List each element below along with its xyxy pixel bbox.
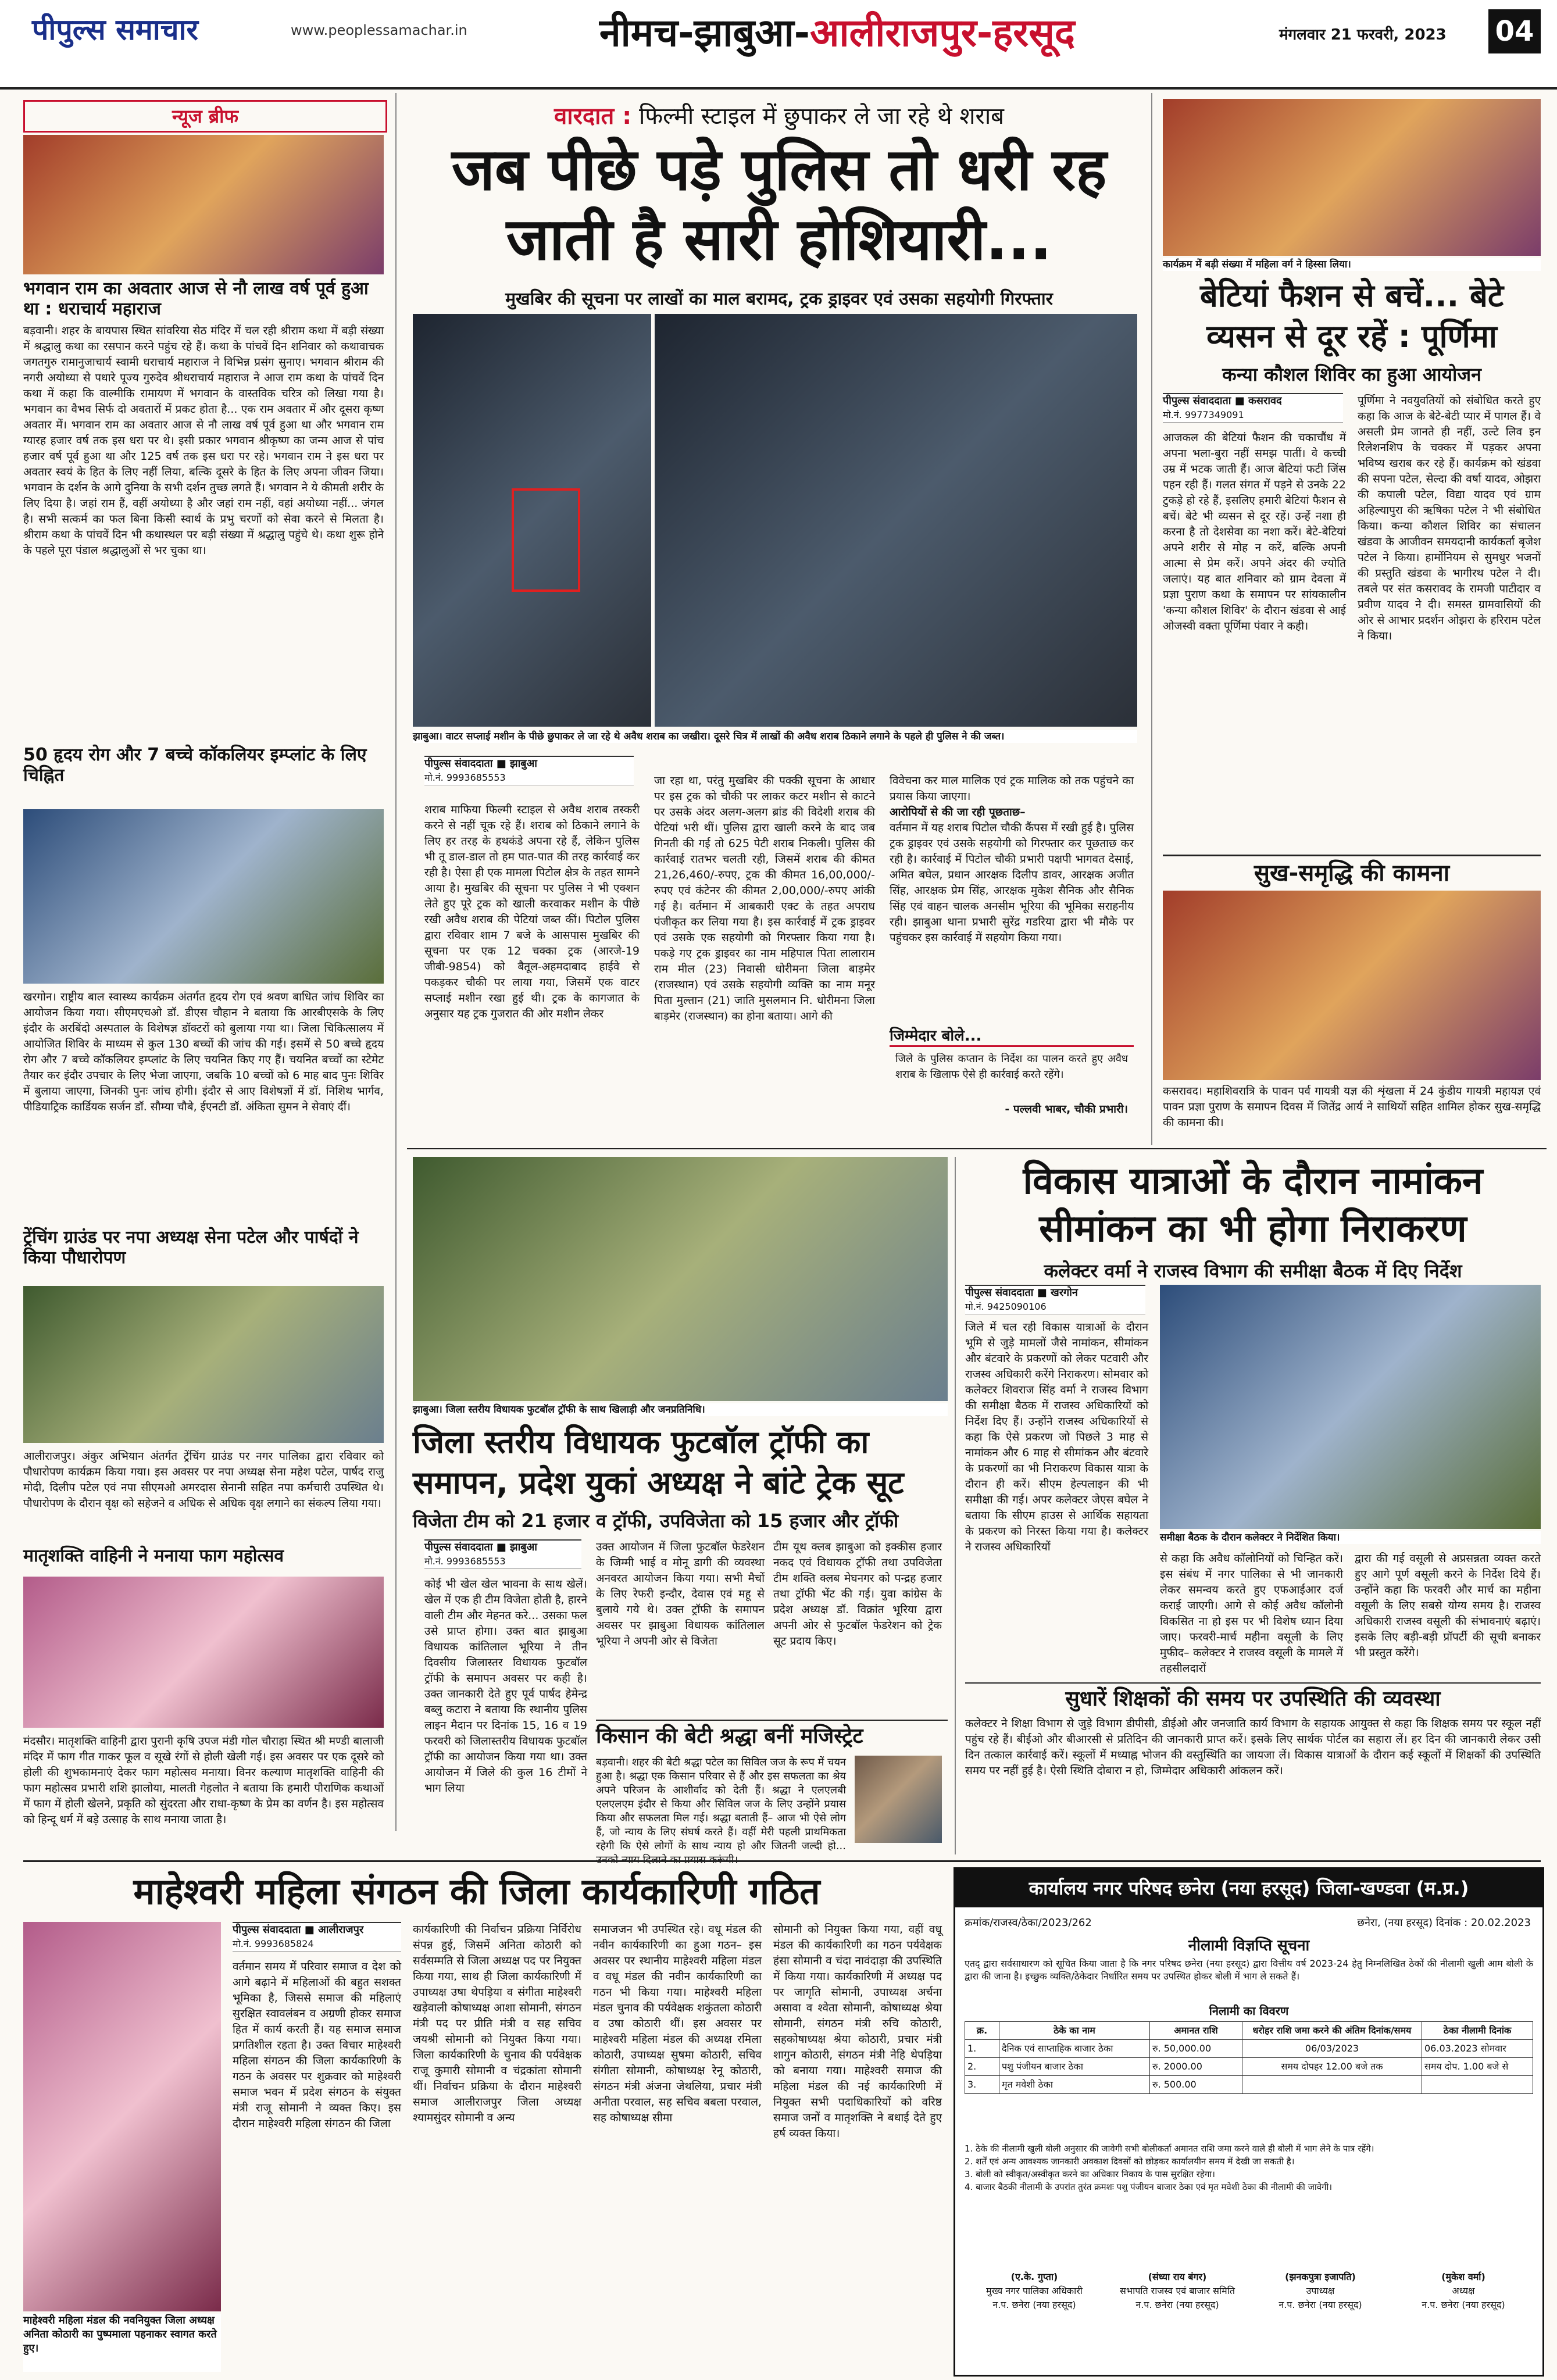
section-title-b: आलीराजपुर-हरसूद	[810, 10, 1075, 55]
table-row	[965, 2058, 1533, 2076]
lead-col1: शराब माफिया फिल्मी स्टाइल से अवैध शराब तस्करी करने से नहीं चूक रहे हैं। शराब को ठिकाने लगाने के लिए हर तरह के हथकंडे अपना रहे हैं, लेकिन पुलिस भी तू डाल-डाल तो हम पात-पात की तरह कार्रवाई कर रही है। ऐसा ही एक मामला पिटोल क्षेत्र के तहत सामने आया है। मुखबिर की सूचना पर पुलिस ने भी एक्शन लेते हुए पूरे ट्रक को खाली करवाकर मशीन के पीछे रखी अवैध शराब की पेटियां जब्त कीं। पिटोल पुलिस द्वारा रविवार शाम 7 बजे के आसपास मुखबिर की सूचना पर एक 12 चक्का ट्रक (आरजे-19 जीबी-9854) को बैतूल-अहमदाबाद हाईवे से पकड़कर चौकी पर लाया गया, जिसमें एक वाटर सप्लाई मशीन रखा हुई थी। ट्रक के कागजात के अनुसार यह ट्रक गुजरात की ओर मशीन लेकर	[424, 803, 640, 1020]
football-col1: कोई भी खेल खेल भावना के साथ खेलें। खेल में एक ही टीम विजेता होती है, हारने वाली टीम और मेहनत करे... उसका फल उसे प्राप्त होगा। उक्त बात झाबुआ विधायक कांतिलाल भूरिया ने तीन दिवसीय जिलास्तर विधायक फुटबॉल ट्रॉफी के समापन अवसर पर कही है। उक्त जानकारी देते हुए पूर्व पार्षद हेमेन्द्र बब्लु कटारा ने बताया कि स्थानीय पुलिस लाइन मैदान पर दिनांक 15, 16 व 19 फरवरी को जिलास्तरीय विधायक फुटबॉल ट्रॉफी का आयोजन किया गया था। उक्त आयोजन में जिले की कुल 16 टीमों ने भाग लिया	[424, 1578, 587, 1795]
cell: रु. 50,000.00	[1150, 2040, 1242, 2058]
cell: दैनिक एवं साप्ताहिक बाजार ठेका	[999, 2040, 1150, 2058]
brief4-headline: मातृशक्ति वाहिनी ने मनाया फाग महोत्सव	[23, 1546, 284, 1566]
vikas-byline-name: पीपुल्स संवाददाता	[965, 1287, 1034, 1299]
vikas-headline-2: सीमांकन का भी होगा निराकरण	[1039, 1207, 1467, 1250]
football-byline-name: पीपुल्स संवाददाता	[424, 1541, 493, 1553]
cell: 06/03/2023	[1242, 2040, 1422, 2058]
paper-logo	[32, 10, 265, 51]
auction-notice	[954, 1867, 1544, 2377]
signatory-name: (झनकपुत्रा इजापति)	[1285, 2271, 1356, 2282]
cell: रु. 500.00	[1150, 2076, 1242, 2094]
page-number: 04	[1488, 9, 1541, 53]
vikas-col1: जिले में चल रही विकास यात्राओं के दौरान भूमि से जुड़े मामलों जैसे नामांकन, सीमांकन और बंटवारे के प्रकरणों को लेकर पटवारी और राजस्व अधिकारी करेंगे निराकरण। सोमवार को कलेक्टर शिवराज सिंह वर्मा ने राजस्व विभाग की समीक्षा बैठक में राजस्व अधिकारियों को निर्देश दिए हैं। उन्होंने राजस्व अधिकारियों से कहा कि ऐसे प्रकरण जो पिछले 3 माह से नामांकन और 6 माह से सीमांकन और बंटवारे के प्रकरणों का भी निराकरण विकास यात्रा के दौरान ही करें। सीएम हेल्पलाइन की भी समीक्षा की गई। अपर कलेक्टर जेएस बघेल ने बताया कि सीएम हाउस से आर्थिक सहायता के प्रकरण को निरस्त किया गया है। कलेक्टर ने राजस्व अधिकारियों	[965, 1321, 1148, 1553]
betiyan-byline-place: कसरावद	[1248, 395, 1282, 407]
maheshwari-col1: वर्तमान समय में परिवार समाज व देश को आगे बढ़ाने में महिलाओं की बहुत सशक्त भूमिका है, जिससे समाज की महिलाएं सुरक्षित स्वावलंबन व अग्रणी होकर समाज हित में कार्य करती हैं। यह समाज समाज प्रगतिशील रहता है। उक्त विचार माहेश्वरी महिला संगठन की जिला कार्यकारिणी के गठन के अवसर पर शुक्रवार को माहेश्वरी समाज भवन में प्रदेश संगठन के संयुक्त मंत्री राजू सोमानी ने व्यक्त किए। इस दौरान माहेश्वरी महिला संगठन की जिला	[233, 1960, 401, 2130]
news-brief-title: न्यूज ब्रीफ	[172, 105, 239, 127]
brief3-body: आलीराजपुर। अंकुर अभियान अंतर्गत ट्रेंचिंग ग्राउंड पर नगर पालिका द्वारा रविवार को पौधारोपण कार्यक्रम किया गया। इस अवसर पर नपा अध्यक्ष सेना महेश पटेल, पार्षद राजु मोदी, दिलीप पटेल एवं नपा सीएमओ अमरदास सेनानी सहित नपा कर्मचारी उपस्थित थे। पौधारोपण के दौरान वृक्ष को सहेजने व अधिक से अधिक वृक्ष लगाने का संकल्प लिया गया।	[23, 1450, 384, 1510]
news-brief-label	[23, 100, 387, 133]
vikas-subheadline: कलेक्टर वर्मा ने राजस्व विभाग की समीक्षा बैठक में दिए निर्देश	[1044, 1260, 1462, 1282]
signatory-name: (संध्या राय बंगर)	[1148, 2271, 1207, 2282]
cell: 3.	[965, 2076, 999, 2094]
signatory-org: न.प. छनेरा (नया हरसूद)	[1422, 2299, 1505, 2310]
table-row	[965, 2040, 1533, 2058]
brief1-body: बड़वानी। शहर के बायपास स्थित सांवरिया सेठ मंदिर में चल रही श्रीराम कथा में बड़ी संख्या में श्रद्धालु कथा का रसपान करने पहुंच रहे हैं। कथा के पांचवें दिन शनिवार को कथावाचक जगतगुरु रामानुजाचार्य स्वामी धराचार्य महाराज ने विभिन्न प्रसंग सुनाए। भगवान श्रीराम की नगरी अयोध्या से पधारे पूज्य गुरुदेव श्रीधराचार्य महाराज ने आज राम कथा के पांचवें दिन कथा में कहा कि वाल्मीकि रामायण में भगवान के वास्तविक चरित्र को लिखा गया है। भगवान का वैभव सिर्फ दो अवतारों में प्रकट होता है... एक राम अवतार में और दूसरा कृष्ण अवतार में। भगवान राम का अवतार आज से नौ लाख वर्ष पूर्व हुआ था और भगवान राम ग्यारह हजार वर्ष तक इस धरा पर थे। इसी प्रकार भगवान श्रीकृष्ण का जन्म आज से पांच हजार वर्ष पूर्व हुआ था और 125 वर्ष तक इस धरा पर रहे। भगवान राम ने इस धरा पर अवतार स्वयं के हित के लिए नहीं लिया, बल्कि दूसरे के हित के लिए अपना जीवन जिया। भगवान के दर्शन के आगे दुनिया के सभी दर्शन तुच्छ लगते हैं। भगवान ने ये कीमती शरीर के लिए दिया है। जहां राम हैं, वहीं अयोध्या है और जहां राम नहीं, वहां अयोध्या नहीं... जंगल है। सभी सत्कर्म का फल बिना किसी स्वार्थ के प्रभु चरणों को सेवा करने से मिलता है। श्रीराम कथा के पांचवें दिन भी कथास्थल पर बड़ी संख्या में श्रद्धालु पहुंचे थे। कथा शुरू होने के पहले पूरा पंडाल श्रद्धालुओं से भर चुका था।	[23, 324, 384, 557]
betiyan-byline-mobile: मो.नं. 9977349091	[1163, 409, 1244, 420]
maheshwari-col3: समाजजन भी उपस्थित रहे। वधू मंडल की नवीन कार्यकारिणी का हुआ गठन– इस अवसर पर स्थानीय माहेश्वरी महिला मंडल व वधू मंडल की नवीन कार्यकारिणी का गठन भी किया गया। माहेश्वरी महिला मंडल चुनाव की पर्यवेक्षक शकुंतला कोठारी व उषा कोठारी थीं। इस अवसर पर माहेश्वरी महिला मंडल की अध्यक्ष रमिला कोठारी, उपाध्यक्ष सुषमा कोठारी, सचिव संगीता सोमानी, कोषाध्यक्ष रेनू कोठारी, संगठन मंत्री अंजना जेथलिया, प्रचार मंत्री अनीता परवाल, सह सचिव बबला परवाल, सह कोषाध्यक्ष सीमा	[593, 1923, 762, 2124]
paper-name: पीपुल्स समाचार	[32, 13, 198, 47]
highlight-box	[512, 488, 580, 592]
football-photo-caption: झाबुआ। जिला स्तरीय विधायक फुटबॉल ट्रॉफी के साथ खिलाड़ी और जनप्रतिनिधि।	[413, 1403, 948, 1416]
website[interactable]: www.peoplessamachar.in	[291, 22, 467, 38]
vikas-byline: पीपुल्स संवाददाता ■ खरगोन मो.नं. 9425090106	[965, 1285, 1145, 1314]
condition-item: 2. शर्तें एवं अन्य आवश्यक जानकारी अवकाश दिवसों को छोड़कर कार्यालयीन समय में देखी जा सकती है।	[965, 2156, 1295, 2167]
signature-block	[1108, 2270, 1247, 2363]
football-headline-2: समापन, प्रदेश युकां अध्यक्ष ने बांटे ट्रेक सूट	[413, 1464, 904, 1501]
brief3-headline: ट्रेंचिंग ग्राउंड पर नपा अध्यक्ष सेना पटेल और पार्षदों ने किया पौधारोपण	[23, 1227, 359, 1268]
notice-office: कार्यालय नगर परिषद छनेरा (नया हरसूद) जिला-खण्डवा (म.प्र.)	[955, 1869, 1542, 1907]
cell: मृत मवेशी ठेका	[999, 2076, 1150, 2094]
signatory-role: अध्यक्ष	[1452, 2285, 1475, 2296]
lead-col3: विवेचना कर माल मालिक एवं ट्रक मालिक को तक पहुंचने का प्रयास किया जाएगा।	[890, 774, 1134, 803]
notice-ref: क्रमांक/राजस्व/ठेका/2023/262	[965, 1917, 1092, 1929]
lead-subheadline: मुखबिर की सूचना पर लाखों का माल बरामद, ट्रक ड्राइवर एवं उसका सहयोगी गिरफ्तार	[505, 289, 1053, 309]
brief4-body: मंदसौर। मातृशक्ति वाहिनी द्वारा पुरानी कृषि उपज मंडी गोल चौराहा स्थित श्री मण्डी बालाजी मंदिर में फाग गीत गाकर फूल व सूखे रंगों से होली खेली गई। इस अवसर पर एक दूसरे को होली की शुभकामनाएं देकर फाग महोत्सव मनाया। विनर कल्याण मातृशक्ति वाहिनी की फाग महोत्सव प्रभारी शशि झालोया, मालती गेहलोत ने बताया कि हमारी पौराणिक कथाओं में फाग में होली खेलने, प्रकृति को सुंदरता और राधा-कृष्ण के प्रेम का वर्णन है। इस महोत्सव को हिन्दू धर्म में बड़े उत्साह के साथ मनाया जाता है।	[23, 1735, 384, 1826]
cell: रु. 2000.00	[1150, 2058, 1242, 2076]
maheshwari-photo	[23, 1922, 221, 2311]
brief4-photo	[23, 1577, 384, 1728]
shraddha-photo	[855, 1756, 942, 1843]
section-title	[512, 8, 1163, 58]
betiyan-byline: पीपुल्स संवाददाता ■ कसरावद मो.नं. 9977349091	[1163, 393, 1343, 423]
notice-table	[965, 2021, 1533, 2094]
brief2-photo	[23, 809, 384, 984]
signatory-org: न.प. छनेरा (नया हरसूद)	[1279, 2299, 1362, 2310]
betiyan-photo	[1163, 99, 1541, 256]
cell: 1.	[965, 2040, 999, 2058]
lead-byline-place: झाबुआ	[509, 757, 537, 770]
signatory-org: न.प. छनेरा (नया हरसूद)	[1135, 2299, 1219, 2310]
lead-col3-sub: आरोपियों से की जा रही पूछताछ–	[890, 806, 1026, 819]
section-title-a: नीमच-झाबुआ-	[599, 10, 810, 55]
condition-item: 4. बाजार बैठकी नीलामी के उपरांत तुरंत क्रमशः पशु पंजीयन बाजार ठेका एवं मृत मवेशी ठेका की नीलामी की जावेगी।	[965, 2182, 1333, 2192]
football-col2: उक्त आयोजन में जिला फुटबॉल फेडरेशन के जिम्मी भाई व मोनू डागी की व्यवस्था अनवरत आयोजन किया गया। सभी मैचों के लिए रेफरी इन्दौर, देवास एवं महू से बुलाये गये थे। उक्त ट्रॉफी के समापन अवसर पर झाबुआ विधायक कांतिलाल भूरिया ने अपनी ओर से विजेता	[596, 1541, 765, 1648]
cell: 06.03.2023 सोमवार	[1422, 2040, 1533, 2058]
signatory-role: उपाध्यक्ष	[1306, 2285, 1335, 2296]
cell: समय दोप. 1.00 बजे से	[1422, 2058, 1533, 2076]
notice-table-title: निलामी का विवरण	[1209, 2004, 1289, 2018]
maheshwari-headline: माहेश्वरी महिला संगठन की जिला कार्यकारिणी गठित	[133, 1870, 820, 1913]
lead-headline-1: जब पीछे पड़े पुलिस तो धरी रह	[451, 135, 1107, 203]
lead-col2: जा रहा था, परंतु मुखबिर की पक्की सूचना के आधार पर इस ट्रक को चौकी पर लाकर कटर मशीन से काटने पर उसके अंदर अलग-अलग ब्रांड की विदेशी शराब की पेटियां भरी थीं। पुलिस द्वारा खाली करने के बाद जब गिनती की गई तो 625 पेटी शराब निकली। पुलिस की कार्रवाई रातभर चलती रही, जिसमें शराब की कीमत 21,26,460/-रुपए, ट्रक की कीमत 16,00,000/-रुपए एवं कंटेनर की कीमत 2,00,000/-रुपए आंकी गई है। वर्तमान में आबकारी एक्ट के तहत अपराध पंजीकृत कर लिया गया है। इस कार्रवाई में ट्रक ड्राइवर एवं उसके एक सहयोगी को गिरफ्तार किया गया है। पकड़े गए ट्रक ड्राइवर का नाम महिपाल पिता लालाराम राम मील (23) निवासी धोरीमना जिला बाड़मेर (राजस्थान) एवं उसके सहयोगी व्यक्ति का नाम मनूर पिता मुल्तान (21) जाति मुसलमान नि. धोरीमना जिला बाड़मेर (राजस्थान) का होना बताया। आगे की	[654, 774, 875, 1023]
vikas-byline-mobile: मो.नं. 9425090106	[965, 1301, 1047, 1312]
signatory-name: (ए.के. गुप्ता)	[1010, 2271, 1058, 2282]
betiyan-col2: पूर्णिमा ने नवयुवतियों को संबोधित करते हुए कहा कि आज के बेटे-बेटी प्यार में पागल हैं। वे असली प्रेम जानते ही नहीं, उल्टे लिव इन रिलेशनशिप के चक्कर में पड़कर अपना भविष्य खराब कर रहे हैं। कार्यक्रम को खंडवा की सपना पटेल, सेल्दा की वर्षा यादव, ओझरा की कपाली पटेल, विद्या यादव एवं ग्राम अहिल्यापुरा की ऋषिका पटेल ने भी संबोधित किया। कन्या कौशल शिविर का संचालन खंडवा के आजीवन समयदानी कार्यकर्ता बृजेश पटेल ने किया। हार्मोनियम से सुमधुर भजनों की प्रस्तुति खंडवा के भागीरथ पटेल ने दी। तबले पर संत कसरावद के रामजी पाटीदार व प्रवीण यादव ने दी। समस्त ग्रामवासियों की ओर से आभार प्रदर्शन ओझरा के हरिराम पटेल ने किया।	[1358, 394, 1541, 642]
issue-date: मंगलवार 21 फरवरी, 2023	[1279, 26, 1447, 44]
brief1-headline: भगवान राम का अवतार आज से नौ लाख वर्ष पूर्व हुआ था : धराचार्य महाराज	[23, 278, 369, 319]
quote-author: - पल्लवी भाबर, चौकी प्रभारी।	[1005, 1103, 1128, 1116]
lead-photo-caption: झाबुआ। वाटर सप्लाई मशीन के पीछे छुपाकर ले जा रहे थे अवैध शराब का जखीरा। दूसरे चित्र में लाखों की अवैध शराब ठिकाने लगाने के पहले ही पुलिस ने की जब्त।	[413, 730, 1137, 743]
brief1-photo	[23, 135, 384, 274]
col-header: अमानत राशि	[1150, 2022, 1242, 2040]
lead-photo-police	[655, 314, 1137, 727]
cell: 2.	[965, 2058, 999, 2076]
football-byline-place: झाबुआ	[509, 1541, 537, 1553]
football-headline-1: जिला स्तरीय विधायक फुटबॉल ट्रॉफी का	[413, 1424, 869, 1460]
cell	[1422, 2076, 1533, 2094]
football-subheadline: विजेता टीम को 21 हजार व ट्रॉफी, उपविजेता को 15 हजार और ट्रॉफी	[413, 1510, 899, 1532]
lead-byline: पीपुल्स संवाददाता ■ झाबुआ मो.नं. 9993685553	[424, 756, 634, 785]
maheshwari-byline: पीपुल्स संवाददाता ■ आलीराजपुर मो.नं. 9993685824	[233, 1922, 401, 1952]
signatory-name: (मुकेश वर्मा)	[1441, 2271, 1485, 2282]
lead-byline-name: पीपुल्स संवाददाता	[424, 757, 493, 770]
maheshwari-byline-place: आलीराजपुर	[317, 1924, 364, 1936]
lead-kicker-text: फिल्मी स्टाइल में छुपाकर ले जा रहे थे शराब	[638, 103, 1005, 130]
lead-photo-machine	[413, 314, 651, 727]
vikas-photo	[1160, 1285, 1541, 1529]
maheshwari-col4: सोमानी को नियुक्त किया गया, वहीं वधू मंडल की कार्यकारिणी का गठन पर्यवेक्षक हंसा सोमानी व चंदा नावंदाड़ा की उपस्थिति में किया गया। कार्यकारिणी में अध्यक्ष पद पर जागृति सोमानी, उपाध्यक्ष अर्चना असावा व श्वेता सोमानी, कोषाध्यक्ष श्रेया सोमानी, संगठन मंत्री रुचि कोठारी, सहकोषाध्यक्ष श्रेया कोठारी, प्रचार मंत्री शागुन कोठारी, संगठन मंत्री नेहि थेपड़िया को बनाया गया। माहेश्वरी समाज की महिला मंडल की नई कार्यकारिणी में नियुक्त सभी पदाधिकारियों को वरिष्ठ समाज जनों व मातृशक्ति ने बधाई देते हुए हर्ष व्यक्त किया।	[773, 1923, 942, 2140]
condition-item: 1. ठेके की नीलामी खुली बोली अनुसार की जावेगी सभी बोलीकर्ता अमानत राशि जमा करने वाले ही बोली में भाग लेने के पात्र रहेंगे।	[965, 2143, 1374, 2154]
col-header: धरोहर राशि जमा करने की अंतिम दिनांक/समय	[1242, 2022, 1422, 2040]
signature-block	[1251, 2270, 1390, 2363]
quote-label: जिम्मेदार बोले...	[890, 1024, 1134, 1047]
brief2-headline: 50 हृदय रोग और 7 बच्चे कॉकलियर इम्प्लांट के लिए चिह्नित	[23, 745, 367, 785]
football-col3: टीम यूथ क्लब झाबुआ को इक्कीस हजार नकद एवं विधायक ट्रॉफी तथा उपविजेता टीम शक्ति क्लब मेघनगर को पन्द्रह हजार तथा ट्रॉफी भेंट की गई। युवा कांग्रेस के प्रदेश अध्यक्ष डॉ. विक्रांत भूरिया द्वारा अपनी ओर से फुटबॉल फेडरेशन को ट्रेक सूट प्रदाय किए।	[773, 1541, 942, 1648]
notice-conditions	[965, 2142, 1533, 2193]
vikas-headline-1: विकास यात्राओं के दौरान नामांकन	[1023, 1160, 1483, 1203]
lead-headline-2: जाती है सारी होशियारी...	[506, 205, 1052, 273]
masthead	[0, 0, 1557, 90]
lead-kicker-row	[424, 100, 1134, 133]
vikas-col3: द्वारा की गई वसूली से अप्रसन्नता व्यक्त करते हुए आगे पूर्ण वसूली करने के निर्देश दिये हैं। उन्होंने कहा कि फरवरी और मार्च का महीना वसूली के लिए सबसे योग्य समय है। राजस्व अधिकारी राजस्व वसूली की संभावनाएं बढ़ाएं। इसके लिए बड़ी-बड़ी प्रॉपर्टी की सूची बनाकर भी प्रस्तुत करेंगे।	[1355, 1552, 1541, 1659]
notice-intro: एतद् द्वारा सर्वसाधारण को सूचित किया जाता है कि नगर परिषद छनेरा (नया हरसूद) द्वारा वित्तीय वर्ष 2023-24 हेतु निम्नलिखित ठेकों की नीलामी खुली आम बोली के द्वारा की जाना है। इच्छुक व्यक्ति/ठेकेदार निर्धारित समय पर उपस्थित होकर बोली में भाग ले सकते हैं।	[965, 1958, 1533, 1982]
lead-kicker: वारदात :	[553, 103, 632, 130]
vikas-byline-place: खरगोन	[1050, 1287, 1078, 1299]
brief3-photo	[23, 1286, 384, 1443]
col-header: ठेका नीलामी दिनांक	[1422, 2022, 1533, 2040]
lead-byline-mobile: मो.नं. 9993685553	[424, 772, 506, 783]
maheshwari-byline-mobile: मो.नं. 9993685824	[233, 1938, 314, 1949]
lead-col3-wrap	[890, 773, 1134, 1017]
signature-block	[1394, 2270, 1533, 2363]
shraddha-body: बड़वानी। शहर की बेटी श्रद्धा पटेल का सिविल जज के रूप में चयन हुआ है। श्रद्धा एक किसान परिवार से हैं और इस सफलता का श्रेय अपने परिजन के आशीर्वाद को देती हैं। श्रद्धा ने एलएलबी एलएलएम इंदौर से किया और सिविल जज के लिए उन्होंने प्रयास किया और सफलता मिल गई। श्रद्धा बताती हैं– आज भी ऐसे लोग हैं, जो न्याय के लिए संघर्ष करते हैं। वहीं मेरी पहली प्राथमिकता रहेगी कि ऐसे लोगों के साथ न्याय हो और जितनी जल्दी हो...	[596, 1756, 846, 1852]
notice-title: नीलामी विज्ञप्ति सूचना	[1188, 1937, 1310, 1954]
signatory-org: न.प. छनेरा (नया हरसूद)	[992, 2299, 1076, 2310]
maheshwari-photo-caption: माहेश्वरी महिला मंडल की नवनियुक्त जिला अध्यक्ष अनिता कोठारी का पुष्पमाला पहनाकर स्वागत करते हुए।	[23, 2314, 221, 2372]
cell: पशु पंजीयन बाजार ठेका	[999, 2058, 1150, 2076]
betiyan-subheadline: कन्या कौशल शिविर का हुआ आयोजन	[1222, 363, 1481, 385]
brief2-body: खरगोन। राष्ट्रीय बाल स्वास्थ्य कार्यक्रम अंतर्गत हृदय रोग एवं श्रवण बाधित जांच शिविर का आयोजन किया गया। सीएमएचओ डॉ. डीएस चौहान ने बताया कि आरबीएसके के लिए इंदौर के अरबिंदो अस्पताल के विशेषज्ञ डॉक्टरों को बुलाया गया था। जिला चिकित्सालय में आयोजित शिविर के माध्यम से कुल 130 बच्चों की जांच की गई। इसमें से 50 बच्चे हृदय रोग और 7 बच्चे कॉकलियर इम्प्लांट के लिए चयनित किए गए हैं। चयनित बच्चों का स्टेमेट तैयार कर इंदौर उपचार के लिए भेजा जाएगा, जबकि 10 बच्चों को 6 माह बाद पुनः शिविर में बुलाया जाएगा, जिनकी पुनः जांच होगी। इंदौर से आए विशेषज्ञों में डॉ. निशिथ भार्गव, पीडियाट्रिक कार्डियक सर्जन डॉ. सौम्या चौबे, ईएनटी डॉ. अंकिता सुमन ने सेवाएं दीं।	[23, 991, 384, 1113]
football-photo	[413, 1157, 948, 1401]
quote-text: जिले के पुलिस कप्तान के निर्देश का पालन करते हुए अवैध शराब के खिलाफ ऐसे ही कार्रवाई करते रहेंगे।	[895, 1053, 1128, 1081]
lead-col3b: वर्तमान में यह शराब पिटोल चौकी कैंपस में रखी हुई है। पुलिस ट्रक ड्राइवर एवं उसके सहयोगी को गिरफ्तार कर पूछताछ कर रही है। कार्रवाई में पिटोल चौकी प्रभारी पक्षपी भागवत देसाई, अमित बघेल, प्रधान आरक्षक दिलीप डावर, आरक्षक अजीत सिंह, आरक्षक प्रेम सिंह, आरक्षक मुकेश सैनिक और सैनिक सिंह एवं वाहन चालक अनसीम भूरिया की भूमिका सराहनीय रही। झाबुआ थाना प्रभारी सुरेंद्र गडरिया द्वारा भी मौके पर पहुंचकर इस कार्रवाई में सहयोग किया गया।	[890, 821, 1134, 944]
notice-signatures	[965, 2270, 1533, 2363]
shikshak-headline: सुधारें शिक्षकों की समय पर उपस्थिति की व्यवस्था	[965, 1682, 1541, 1711]
betiyan-col1: आजकल की बेटियां फैशन की चकाचौंध में अपना भला-बुरा नहीं समझ पातीं। वे कच्ची उम्र में भटक जाती हैं। आज बेटियां फटी जिंस पहन रही हैं। गलत संगत में पड़ने से उनके 22 टुकड़े हो रहे हैं, इसलिए हमारी बेटियां फैशन से बचें। बेटे भी व्यसन से दूर रहें। उन्हें नशा ही करना है तो देशसेवा का नशा करें। बेटे-बेटियां अपने शरीर से मोह न करें, बल्कि अपनी आत्मा से प्रेम करें। अपने अंदर की ज्योति जलाएं। यह बात शनिवार को ग्राम देवला में प्रज्ञा पुराण कथा के समापन पर सांयकालीन 'कन्या कौशल शिविर' के दौरान खंडवा से आई ओजस्वी वक्ता पूर्णिमा पंवार ने कही।	[1163, 431, 1346, 632]
shraddha-headline: किसान की बेटी श्रद्धा बनीं मजिस्ट्रेट	[596, 1724, 863, 1748]
shikshak-body: कलेक्टर ने शिक्षा विभाग से जुड़े विभाग डीपीसी, डीईओ और जनजाति कार्य विभाग के सहायक आयुक्त से कहा कि शिक्षक समय पर स्कूल नहीं पहुंच रहे हैं। बीईओ और बीआरसी से प्रतिदिन की जानकारी प्राप्त करें। इसके लिए सार्थक पोर्टल का सहारा लें। हर दिन की जानकारी लेकर उसी दिन तत्काल कार्रवाई करें। स्कूलों में मध्याह्न भोजन की वस्तुस्थिति का जायजा लें। विकास यात्राओं के दौरान कई स्कूलों में शिक्षकों की उपस्थिति समय पर नहीं हुई है। ऐसी स्थिति दोबारा न हो, जिम्मेदार अधिकारी आंकलन करें।	[965, 1717, 1541, 1777]
table-row	[965, 2076, 1533, 2094]
notice-table-header	[965, 2022, 1533, 2040]
vikas-photo-caption: समीक्षा बैठक के दौरान कलेक्टर ने निर्देशित किया।	[1160, 1531, 1541, 1544]
sukh-caption: कसरावद। महाशिवरात्रि के पावन पर्व गायत्री यज्ञ की शृंखला में 24 कुंडीय गायत्री महायज्ञ एवं पावन प्रज्ञा पुराण के समापन दिवस में जितेंद्र आर्य ने साथियों सहित शामिल होकर सुख-समृद्धि की कामना की।	[1163, 1085, 1541, 1129]
vikas-col2: से कहा कि अवैध कॉलोनियों को चिन्हित करें। इस संबंध में नगर पालिका से भी जानकारी लेकर समन्वय करते हुए एफआईआर दर्ज कराई जाएगी। आगे से कोई अवैध कॉलोनी विकसित ना हो इस पर भी विशेष ध्यान दिया जाए। फरवरी-मार्च महीना वसूली के लिए मुफीद– कलेक्टर ने राजस्व वसूली के मामले में तहसीलदारों	[1160, 1552, 1343, 1675]
betiyan-headline-2: व्यसन से दूर रहें : पूर्णिमा	[1206, 318, 1497, 355]
notice-date: छनेरा, (नया हरसूद) दिनांक : 20.02.2023	[1357, 1917, 1531, 1929]
football-byline-mobile: मो.नं. 9993685553	[424, 1556, 506, 1567]
maheshwari-byline-name: पीपुल्स संवाददाता	[233, 1924, 301, 1936]
sukh-headline: सुख-समृद्धि की कामना	[1163, 855, 1541, 887]
football-byline: पीपुल्स संवाददाता ■ झाबुआ मो.नं. 9993685553	[424, 1539, 581, 1569]
betiyan-headline-1: बेटियां फैशन से बचें... बेटे	[1199, 277, 1504, 314]
cell: समय दोपहर 12.00 बजे तक	[1242, 2058, 1422, 2076]
cell	[1242, 2076, 1422, 2094]
betiyan-byline-name: पीपुल्स संवाददाता	[1163, 395, 1231, 407]
col-header: ठेके का नाम	[999, 2022, 1150, 2040]
maheshwari-col2: कार्यकारिणी की निर्वाचन प्रक्रिया निर्विरोध संपन्न हुई, जिसमें अनिता कोठारी को सर्वसम्मति से जिला अध्यक्ष पद पर नियुक्त किया गया, साथ ही जिला कार्यकारिणी में उपाध्यक्ष उषा थेपड़िया व संगीता माहेश्वरी खड़ेवाली कोषाध्यक्ष आशा सोमानी, संगठन मंत्री पद पर प्रीति मंत्री व सह सचिव जयश्री सोमानी को नियुक्त किया गया। जिला कार्यकारिणी के चुनाव की पर्यवेक्षक राजू कुमारी सोमानी व चंद्रकांता सोमानी थीं। निर्वाचन प्रक्रिया के दौरान माहेश्वरी समाज आलीराजपुर जिला अध्यक्ष श्यामसुंदर सोमानी व अन्य	[413, 1923, 581, 2124]
signatory-role: मुख्य नगर पालिका अधिकारी	[986, 2285, 1083, 2296]
condition-item: 3. बोली को स्वीकृत/अस्वीकृत करने का अधिकार निकाय के पास सुरक्षित रहेगा।	[965, 2169, 1215, 2179]
sukh-photo	[1163, 891, 1541, 1080]
betiyan-photo-caption: कार्यक्रम में बड़ी संख्या में महिला वर्ग ने हिस्सा लिया।	[1163, 258, 1541, 271]
signatory-role: सभापति राजस्व एवं बाजार समिति	[1120, 2285, 1235, 2296]
signature-block	[965, 2270, 1104, 2363]
col-header: क्र.	[965, 2022, 999, 2040]
